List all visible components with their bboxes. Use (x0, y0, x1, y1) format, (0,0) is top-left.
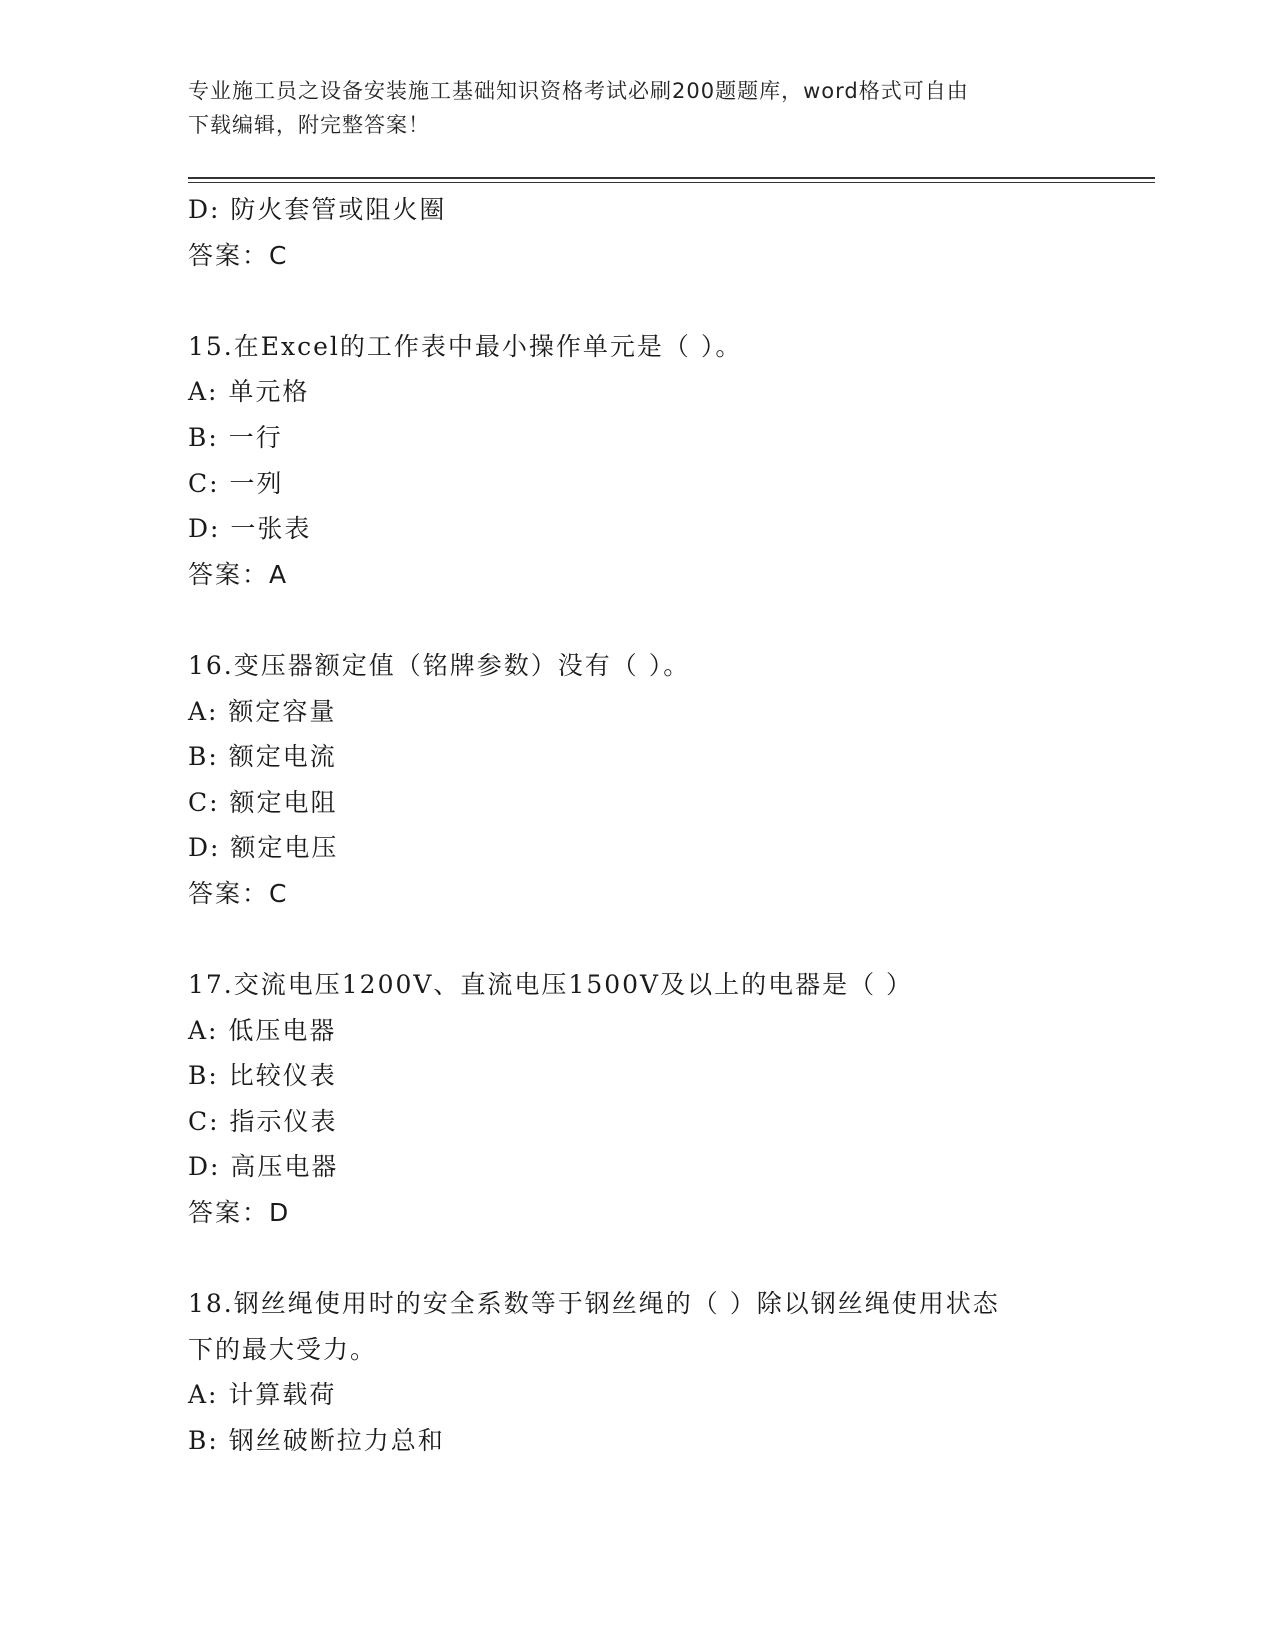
question-text: 17.交流电压1200V、直流电压1500V及以上的电器是（ ） (188, 970, 914, 1000)
option-a: A: 计算载荷 (188, 1380, 337, 1410)
question-17 (188, 962, 1088, 1236)
previous-question-tail (188, 187, 1088, 278)
spacer (188, 597, 1088, 643)
question-18 (188, 1281, 1088, 1463)
option-d: D: 高压电器 (188, 1152, 339, 1182)
option-c: C: 一列 (188, 468, 284, 498)
option-d: D: 防火套管或阻火圈 (188, 195, 447, 224)
option-c: C: 指示仪表 (188, 1106, 338, 1136)
option-d: D: 一张表 (188, 514, 312, 544)
option-c: C: 额定电阻 (188, 787, 338, 817)
question-15 (188, 324, 1088, 598)
spacer (188, 278, 1088, 324)
header-line-2: 下载编辑，附完整答案！ (188, 113, 430, 137)
header-divider-thick (188, 177, 1155, 179)
option-a: A: 额定容量 (188, 696, 337, 726)
option-b: B: 钢丝破断拉力总和 (188, 1426, 445, 1456)
spacer (188, 1236, 1088, 1282)
option-d: D: 额定电压 (188, 833, 339, 863)
question-text: 15.在Excel的工作表中最小操作单元是（ ）。 (188, 331, 743, 361)
page-header (188, 74, 1068, 142)
header-line-1: 专业施工员之设备安装施工基础知识资格考试必刷200题题库，word格式可自由 (188, 79, 969, 103)
spacer (188, 917, 1088, 963)
question-text-line-1: 18.钢丝绳使用时的安全系数等于钢丝绳的（ ）除以钢丝绳使用状态 (188, 1289, 1000, 1319)
option-b: B: 额定电流 (188, 742, 337, 772)
answer-line: 答案：C (188, 240, 289, 270)
question-text-line-2: 下的最大受力。 (188, 1334, 378, 1364)
header-divider-thin (188, 182, 1155, 183)
answer-line: 答案：A (188, 559, 289, 589)
option-b: B: 比较仪表 (188, 1061, 337, 1091)
answer-line: 答案：C (188, 878, 289, 908)
answer-line: 答案：D (188, 1198, 291, 1228)
option-a: A: 低压电器 (188, 1015, 337, 1045)
question-text: 16.变压器额定值（铭牌参数）没有（ ）。 (188, 650, 691, 680)
option-a: A: 单元格 (188, 377, 310, 407)
question-list (188, 187, 1088, 1464)
question-16 (188, 643, 1088, 917)
option-b: B: 一行 (188, 422, 283, 452)
